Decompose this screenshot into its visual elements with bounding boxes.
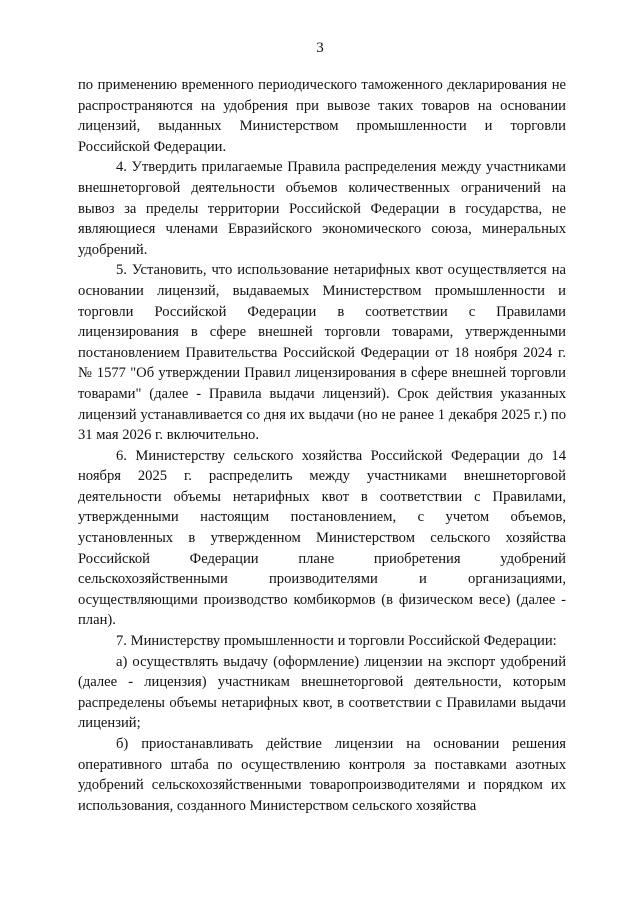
paragraph-item-7: 7. Министерству промышленности и торговли Российской Федерации:: [116, 633, 557, 650]
paragraph-item-7b: б) приостанавливать действие лицензии на основании решения оперативного штаба по осуществлению контроля за поставками азотных удобрений сельскохозяйственными товаропроизводителями и порядком их использования, созданного Министерством сельского хозяйства: [78, 736, 566, 814]
paragraph-item-4: 4. Утвердить прилагаемые Правила распределения между участниками внешнеторговой деятельности объемов количественных ограничений на вывоз за пределы территории Российской Федерации в государства, не являющиеся членами Евразийского экономического союза, минеральных удобрений.: [78, 159, 566, 258]
paragraph-item-6: 6. Министерству сельского хозяйства Российской Федерации до 14 ноября 2025 г. распределить между участниками внешнеторговой деятельности объемы нетарифных квот в соответствии с Правилами, утвержденными настоящим постановлением, с учетом объемов, установленных в утвержденном Министерством сельского хозяйства Российской Федерации плане приобретения удобрений сельскохозяйственными производителями и организациями, осуществляющими производство комбикормов (в физическом весе) (далее - план).: [78, 447, 566, 629]
paragraph-continuation: по применению временного периодического таможенного декларирования не распространяются на удобрения при вывозе таких товаров на основании лицензий, выданных Министерством промышленности и торговли Российской Федерации.: [78, 77, 566, 155]
document-body: [78, 75, 566, 816]
page-number: 3: [316, 40, 324, 56]
paragraph-item-5: 5. Установить, что использование нетарифных квот осуществляется на основании лицензий, выдаваемых Министерством промышленности и торговли Российской Федерации в соответствии с Правилами лицензирования в сфере внешней торговли товарами, утвержденными постановлением Правительства Российской Федерации от 18 ноября 2024 г. № 1577 "Об утверждении Правил лицензирования в сфере внешней торговли товарами" (далее - Правила выдачи лицензий). Срок действия указанных лицензий устанавливается со дня их выдачи (но не ранее 1 декабря 2025 г.) по 31 мая 2026 г. включительно.: [78, 262, 566, 444]
paragraph-item-7a: а) осуществлять выдачу (оформление) лицензии на экспорт удобрений (далее - лицензия) участникам внешнеторговой деятельности, которым распределены объемы нетарифных квот, в соответствии с Правилами выдачи лицензий;: [78, 653, 566, 732]
